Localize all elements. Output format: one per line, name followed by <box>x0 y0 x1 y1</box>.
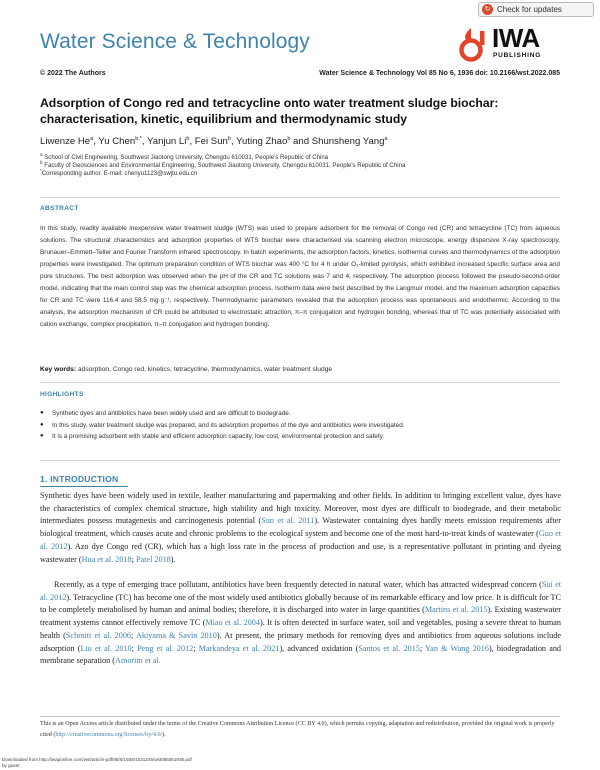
introduction-heading: 1. INTRODUCTION <box>40 474 119 484</box>
divider <box>40 197 560 198</box>
citation-link[interactable]: Liu et al. 2010 <box>80 643 132 653</box>
journal-title[interactable]: Water Science & Technology <box>40 30 310 53</box>
list-item: ● Synthetic dyes and antibiotics have been widely used and are difficult to biodegrade. <box>40 408 560 420</box>
heading-underline <box>40 486 128 487</box>
citation-link[interactable]: Yan & Wang 2016 <box>425 643 489 653</box>
affiliation-b: $^b$ Faculty of Geosciences and Environmental Engineering, Southwest Jiaotong University, Chengdu 610031, People's Republic of China <box>40 160 406 170</box>
author-affiliation-mark: b <box>186 136 190 142</box>
footnote-divider <box>40 716 560 717</box>
author-name: Yanjun Li <box>147 136 187 148</box>
article-title: Adsorption of Congo red and tetracycline onto water treatment sludge biochar: characterisation, kinetic, equilibrium and thermodynamic study <box>40 96 499 126</box>
author-affiliation-mark: b,* <box>135 136 142 142</box>
refresh-icon: ↻ <box>482 4 493 15</box>
highlights-list <box>40 408 560 443</box>
author-list: Liwenze He$^a$, Yu Chen$^{b,*}$, Yanjun Li$^b$, Fei Sun$^b$, Yuting Zhao$^b$ and Shunsheng Yang$^a$ <box>40 136 388 148</box>
check-for-updates-button[interactable] <box>478 2 594 17</box>
author-affiliation-mark: a <box>384 136 388 142</box>
author-name: Shunsheng Yang <box>311 136 385 148</box>
list-item: ● In this study, water treatment sludge was prepared, and its adsorption properties of the dye and antibiotics were investigated. <box>40 420 560 432</box>
highlights-heading: HIGHLIGHTS <box>40 391 84 398</box>
license-footnote: This is an Open Access article distributed under the terms of the Creative Commons Attribution Licence (CC BY 4.0), which permits copying, adaptation and redistribution, provided the original work is properly cited (http://creativecommons.org/licenses/by/4.0/). <box>40 721 555 738</box>
author-name: Liwenze He <box>40 136 91 148</box>
license-link[interactable]: http://creativecommons.org/licenses/by/4.0/ <box>55 732 163 738</box>
intro-paragraph-1: Synthetic dyes have been widely used in textile, leather manufacturing and papermaking and other fields. In addition to bringing excellent value, dyes have the characteristics of complex chemical structure, high stability and high toxicity. Moreover, most dyes are difficult to biodegrade, and their metabolic intermediates possess mutagenesis and carcinogenesis potential (Sun et al. 2011). Wastewater containing dyes hardly meets emission requirements after biological treatment, which causes acute and chronic problems to the ecological system and become one of the most hard-to-treat kinds of wastewater (Guo et al. 2012). Azo dye Congo red (CR), which has a high loss rate in the process of production and use, is a representative pollutant in printing and dyeing wastewater (Hua et al. 2018; Patel 2018). <box>40 491 562 564</box>
citation-link[interactable]: Peng et al. 2012 <box>137 643 194 653</box>
author-affiliation-mark: b <box>287 136 291 142</box>
author-affiliation-mark: b <box>227 136 231 142</box>
citation-link[interactable]: Patel 2018 <box>135 554 171 564</box>
author-affiliation-mark: a <box>90 136 94 142</box>
citation-link[interactable]: Markandeya et al. 2021 <box>198 643 280 653</box>
citation-link[interactable]: Sui et al. 2012 <box>40 580 561 602</box>
divider <box>40 382 560 383</box>
publishing-wordmark: PUBLISHING <box>493 52 542 59</box>
citation-link[interactable]: Amorim et al. <box>115 656 161 666</box>
check-for-updates-label: Check for updates <box>497 5 562 14</box>
citation-link[interactable]: Miao et al. 2004 <box>205 618 260 628</box>
iwa-publishing-logo[interactable] <box>458 22 568 66</box>
divider <box>40 460 560 461</box>
water-drop-icon <box>458 25 490 63</box>
author-name: Yuting Zhao <box>236 136 288 148</box>
copyright: © 2022 The Authors <box>40 70 106 77</box>
citation-link[interactable]: Santos et al. 2015 <box>358 643 420 653</box>
author-name: Yu Chen <box>98 136 136 148</box>
keywords: Key words: adsorption, Congo red, kinetics, tetracycline, thermodynamics, water treatment sludge <box>40 366 333 373</box>
journal-citation[interactable]: Water Science & Technology Vol 85 No 6, 1936 doi: 10.2166/wst.2022.085 <box>319 70 560 77</box>
corresponding-author: *Corresponding author. E-mail: chenyu1123@swjtu.edu.cn <box>40 168 198 178</box>
download-notice: Downloaded from http://iwaponline.com/wst/article-pdf/85/6/1936/1031245/wst085061936.pdf by guest <box>2 757 192 768</box>
citation-link[interactable]: Guo et al. 2012 <box>40 529 562 551</box>
list-item: ● It is a promising adsorbent with stable and efficient adsorption capacity, low cost, environmental protection and safety. <box>40 431 560 443</box>
citation-link[interactable]: Schmitt et al. 2006 <box>65 630 132 640</box>
abstract-heading: ABSTRACT <box>40 205 79 212</box>
affiliation-a: $^a$ School of Civil Engineering, Southwest Jiaotong University, Chengdu 610031, People's Republic of China <box>40 152 329 162</box>
iwa-wordmark: IWA <box>492 23 540 53</box>
author-name: Fei Sun <box>194 136 228 148</box>
citation-link[interactable]: Martins et al. 2015 <box>424 605 488 615</box>
citation-link[interactable]: Hua et al. 2018 <box>81 554 132 564</box>
intro-paragraph-2: Recently, as a type of emerging trace pollutant, antibiotics have been frequently detected in natural water, which has attracted widespread concern (Sui et al. 2012). Tetracycline (TC) has become one of the most widely used antibiotics globally because of its remarkable efficacy and low price. It is difficult for TC to be completely metabolised by human and animal bodies; therefore, it is discharged into water in large quantities (Martins et al. 2015). Existing wastewater treatment systems cannot effectively remove TC (Miao et al. 2004). It is often detected in surface water, soil and vegetables, posing a severe threat to human health (Schmitt et al. 2006; Akiyama & Savin 2010). At present, the primary methods for removing dyes and antibiotics from aqueous solutions include adsorption (Liu et al. 2010; Peng et al. 2012; Markandeya et al. 2021), advanced oxidation (Santos et al. 2015; Yan & Wang 2016), biodegradation and membrane separation (Amorim et al. <box>40 580 562 666</box>
citation-link[interactable]: Sun et al. 2011 <box>261 516 315 526</box>
citation-link[interactable]: Akiyama & Savin 2010 <box>136 630 217 640</box>
abstract-text: In this study, readily available inexpensive water treatment sludge (WTS) was used to prepare adsorbent for the removal of Congo red (CR) and tetracycline (TC) from aqueous solutions. The structural characteristics and adsorption properties of WTS biochar were characterised via scanning electron microscope, energy dispersive X-ray spectroscopy, Brunauer–Emmett–Teller and Fourier Transform infrared spectroscopy. In batch experiments, the adsorption factors, kinetics, isothermal curves and thermodynamics of the adsorption properties were investigated. The optimum preparation condition of WTS biochar was 400 °C for 4 h under O₂-limited pyrolysis, which exhibited increased specific surface area and pore structures. The best adsorption was observed when the pH of the CR and TC solutions was 7 and 4, respectively. The adsorption process followed the pseudo-second-order model, indicating that the main control step was the chemical adsorption process. Isotherm data were best described by the Langmuir model, and the maximum adsorption capacities for CR and TC were 116.4 and 58.5 mg·g⁻¹, respectively. Thermodynamic parameters revealed that the adsorption process was spontaneous and endothermic. According to the analysis, the adsorption mechanism of CR could be attributed to electrostatic attraction, π–π conjugation and hydrogen bonding, whereas that of TC was potentially associated with cation exchange, complex precipitation, π–π conjugation and hydrogen bonding. <box>40 225 560 328</box>
